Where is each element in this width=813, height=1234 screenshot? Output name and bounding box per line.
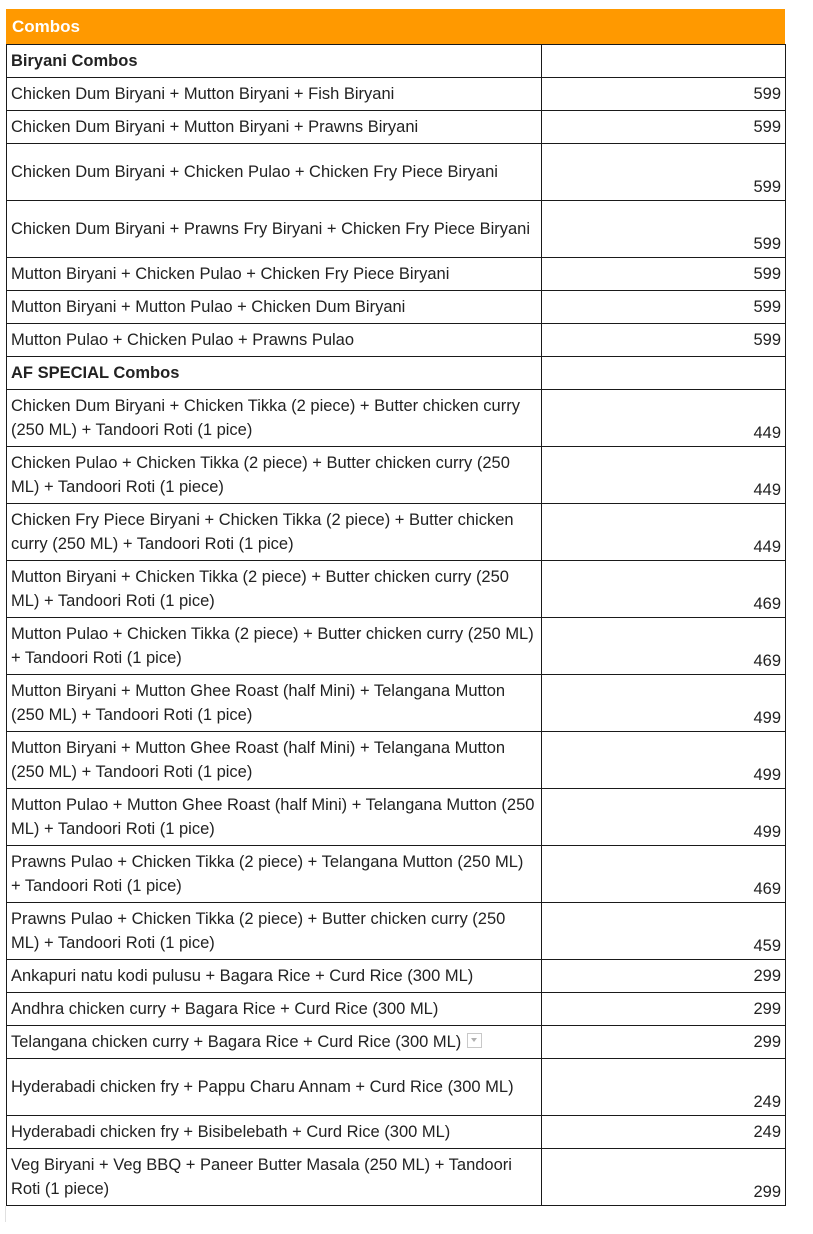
combo-name-cell[interactable]: Chicken Dum Biryani + Chicken Pulao + Chicken Fry Piece Biryani bbox=[7, 144, 542, 201]
combo-name-cell[interactable]: Mutton Biryani + Chicken Pulao + Chicken Fry Piece Biryani bbox=[7, 258, 542, 291]
price-cell[interactable]: 299 bbox=[542, 960, 786, 993]
section-title[interactable]: Biryani Combos bbox=[7, 45, 542, 78]
price-cell[interactable]: 599 bbox=[542, 111, 786, 144]
price-cell[interactable]: 599 bbox=[542, 78, 786, 111]
price-cell[interactable]: 469 bbox=[542, 846, 786, 903]
table-row bbox=[7, 789, 786, 846]
price-cell[interactable]: 449 bbox=[542, 447, 786, 504]
section-row bbox=[7, 357, 786, 390]
combo-name-cell[interactable]: Chicken Pulao + Chicken Tikka (2 piece) + Butter chicken curry (250 ML) + Tandoori Roti (1 piece) bbox=[7, 447, 542, 504]
combo-name-cell-active[interactable] bbox=[7, 1026, 542, 1059]
table-row bbox=[7, 1116, 786, 1149]
combo-name-cell[interactable]: Mutton Biryani + Mutton Ghee Roast (half Mini) + Telangana Mutton (250 ML) + Tandoori Roti (1 pice) bbox=[7, 675, 542, 732]
price-cell[interactable]: 499 bbox=[542, 789, 786, 846]
combo-name-cell[interactable]: Chicken Dum Biryani + Mutton Biryani + Prawns Biryani bbox=[7, 111, 542, 144]
table-row bbox=[7, 390, 786, 447]
price-cell[interactable]: 449 bbox=[542, 504, 786, 561]
combo-name-cell[interactable]: Chicken Dum Biryani + Chicken Tikka (2 piece) + Butter chicken curry (250 ML) + Tandoori Roti (1 pice) bbox=[7, 390, 542, 447]
price-cell[interactable]: 459 bbox=[542, 903, 786, 960]
combo-name-cell[interactable]: Mutton Biryani + Mutton Ghee Roast (half Mini) + Telangana Mutton (250 ML) + Tandoori Roti (1 pice) bbox=[7, 732, 542, 789]
combo-name-cell[interactable]: Chicken Fry Piece Biryani + Chicken Tikka (2 piece) + Butter chicken curry (250 ML) + Tandoori Roti (1 pice) bbox=[7, 504, 542, 561]
table-row-selected bbox=[7, 1026, 786, 1059]
price-cell[interactable]: 449 bbox=[542, 390, 786, 447]
section-row bbox=[7, 45, 786, 78]
combos-sheet bbox=[6, 9, 785, 1206]
combo-name-cell[interactable]: Mutton Biryani + Chicken Tikka (2 piece) + Butter chicken curry (250 ML) + Tandoori Roti (1 pice) bbox=[7, 561, 542, 618]
combo-name-cell[interactable]: Ankapuri natu kodi pulusu + Bagara Rice + Curd Rice (300 ML) bbox=[7, 960, 542, 993]
price-cell[interactable]: 499 bbox=[542, 675, 786, 732]
combo-name-cell[interactable]: Prawns Pulao + Chicken Tikka (2 piece) + Telangana Mutton (250 ML) + Tandoori Roti (1 pice) bbox=[7, 846, 542, 903]
sheet-edge-divider bbox=[5, 1206, 6, 1222]
combo-name-cell[interactable]: Prawns Pulao + Chicken Tikka (2 piece) + Butter chicken curry (250 ML) + Tandoori Roti (1 pice) bbox=[7, 903, 542, 960]
table-row bbox=[7, 732, 786, 789]
combo-name-cell[interactable]: Mutton Pulao + Mutton Ghee Roast (half Mini) + Telangana Mutton (250 ML) + Tandoori Roti (1 pice) bbox=[7, 789, 542, 846]
combos-header[interactable]: Combos bbox=[6, 9, 785, 44]
combo-name-cell[interactable]: Chicken Dum Biryani + Mutton Biryani + Fish Biryani bbox=[7, 78, 542, 111]
table-row bbox=[7, 993, 786, 1026]
combo-name-cell[interactable]: Veg Biryani + Veg BBQ + Paneer Butter Masala (250 ML) + Tandoori Roti (1 piece) bbox=[7, 1149, 542, 1206]
table-row bbox=[7, 324, 786, 357]
price-cell[interactable]: 599 bbox=[542, 201, 786, 258]
combo-name-cell[interactable]: Mutton Pulao + Chicken Pulao + Prawns Pulao bbox=[7, 324, 542, 357]
combo-name-cell[interactable]: Chicken Dum Biryani + Prawns Fry Biryani + Chicken Fry Piece Biryani bbox=[7, 201, 542, 258]
combo-name-cell[interactable]: Mutton Biryani + Mutton Pulao + Chicken Dum Biryani bbox=[7, 291, 542, 324]
combo-name-cell[interactable]: Hyderabadi chicken fry + Pappu Charu Annam + Curd Rice (300 ML) bbox=[7, 1059, 542, 1116]
combo-name-cell[interactable]: Mutton Pulao + Chicken Tikka (2 piece) + Butter chicken curry (250 ML) + Tandoori Roti (1 pice) bbox=[7, 618, 542, 675]
table-row bbox=[7, 1059, 786, 1116]
table-row bbox=[7, 201, 786, 258]
combo-name-text: Telangana chicken curry + Bagara Rice + Curd Rice (300 ML) bbox=[11, 1033, 462, 1051]
table-row bbox=[7, 846, 786, 903]
table-row bbox=[7, 504, 786, 561]
section-title[interactable]: AF SPECIAL Combos bbox=[7, 357, 542, 390]
price-cell[interactable]: 599 bbox=[542, 291, 786, 324]
table-row bbox=[7, 675, 786, 732]
combos-table bbox=[6, 44, 786, 1206]
price-cell[interactable]: 299 bbox=[542, 1149, 786, 1206]
price-cell[interactable]: 299 bbox=[542, 1026, 786, 1059]
price-cell[interactable]: 599 bbox=[542, 258, 786, 291]
table-row bbox=[7, 1149, 786, 1206]
table-row bbox=[7, 447, 786, 504]
table-row bbox=[7, 960, 786, 993]
table-row bbox=[7, 78, 786, 111]
price-cell[interactable]: 599 bbox=[542, 324, 786, 357]
table-row bbox=[7, 258, 786, 291]
table-row bbox=[7, 618, 786, 675]
table-row bbox=[7, 903, 786, 960]
price-cell[interactable]: 469 bbox=[542, 618, 786, 675]
table-row bbox=[7, 111, 786, 144]
price-cell[interactable] bbox=[542, 45, 786, 78]
price-cell[interactable]: 249 bbox=[542, 1116, 786, 1149]
price-cell[interactable]: 599 bbox=[542, 144, 786, 201]
combo-name-cell[interactable]: Hyderabadi chicken fry + Bisibelebath + Curd Rice (300 ML) bbox=[7, 1116, 542, 1149]
price-cell[interactable] bbox=[542, 357, 786, 390]
price-cell[interactable]: 249 bbox=[542, 1059, 786, 1116]
price-cell[interactable]: 499 bbox=[542, 732, 786, 789]
price-cell[interactable]: 299 bbox=[542, 993, 786, 1026]
combo-name-cell[interactable]: Andhra chicken curry + Bagara Rice + Curd Rice (300 ML) bbox=[7, 993, 542, 1026]
table-row bbox=[7, 144, 786, 201]
table-row bbox=[7, 561, 786, 618]
table-row bbox=[7, 291, 786, 324]
filter-dropdown-icon[interactable] bbox=[467, 1033, 482, 1048]
price-cell[interactable]: 469 bbox=[542, 561, 786, 618]
